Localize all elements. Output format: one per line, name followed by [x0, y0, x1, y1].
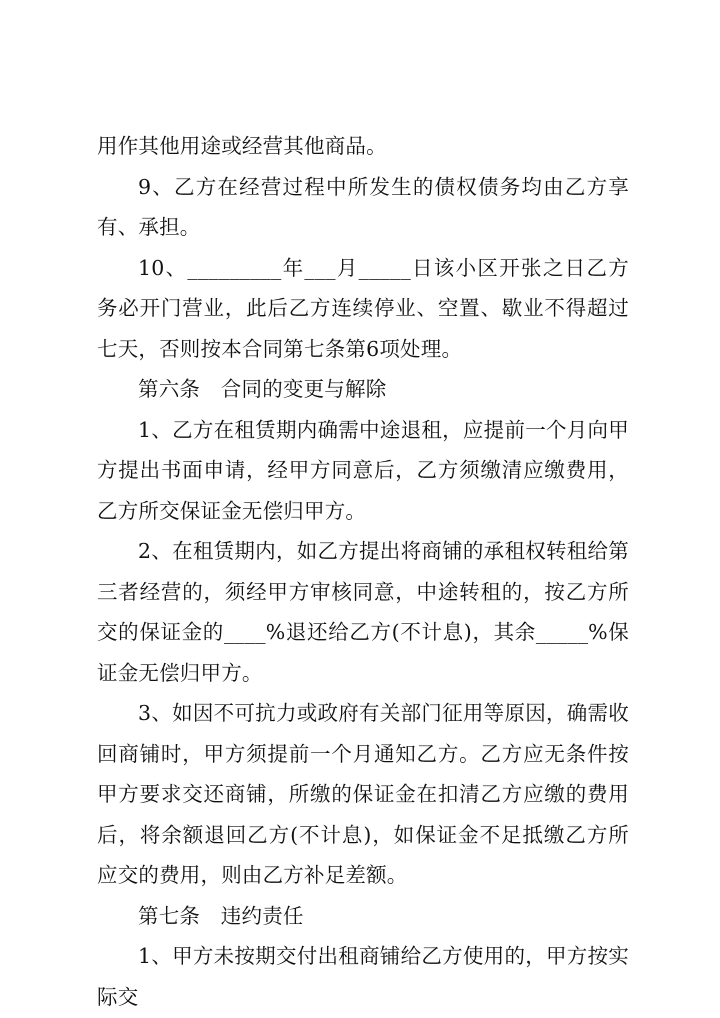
- document-body: [97, 126, 629, 1017]
- section-7-heading: 第七条 违约责任: [138, 903, 304, 928]
- continued-paragraph: 用作其他用途或经营其他商品。: [97, 134, 387, 158]
- section-6-clause-3: 3、如因不可抗力或政府有关部门征用等原因，确需收回商铺时，甲方须提前一个月通知乙方。乙方应无条件按甲方要求交还商铺，所缴的保证金在扣清乙方应缴的费用后，将余额退回乙方(不计息)，如保证金不足抵缴乙方所应交的费用，则由乙方补足差额。: [97, 701, 629, 887]
- section-6-clause-1: 1、乙方在租赁期内确需中途退租，应提前一个月向甲方提出书面申请，经甲方同意后，乙方须缴清应缴费用，乙方所交保证金无偿归甲方。: [97, 417, 629, 523]
- section-6-clause-2: 2、在租赁期内，如乙方提出将商铺的承租权转租给第三者经营的，须经甲方审核同意，中途转租的，按乙方所交的保证金的____%退还给乙方(不计息)，其余_____%保证金无偿归甲方。: [97, 539, 629, 685]
- section-6-heading: 第六条 合同的变更与解除: [138, 377, 387, 401]
- section-7-clause-1: 1、甲方未按期交付出租商铺给乙方使用的，甲方按实际交: [97, 944, 629, 1009]
- clause-9-paragraph: 9、乙方在经营过程中所发生的债权债务均由乙方享有、承担。: [97, 174, 629, 239]
- clause-10-paragraph: 10、_________年___月_____日该小区开张之日乙方务必开门营业，此后乙方连续停业、空置、歇业不得超过七天，否则按本合同第七条第6项处理。: [97, 255, 629, 361]
